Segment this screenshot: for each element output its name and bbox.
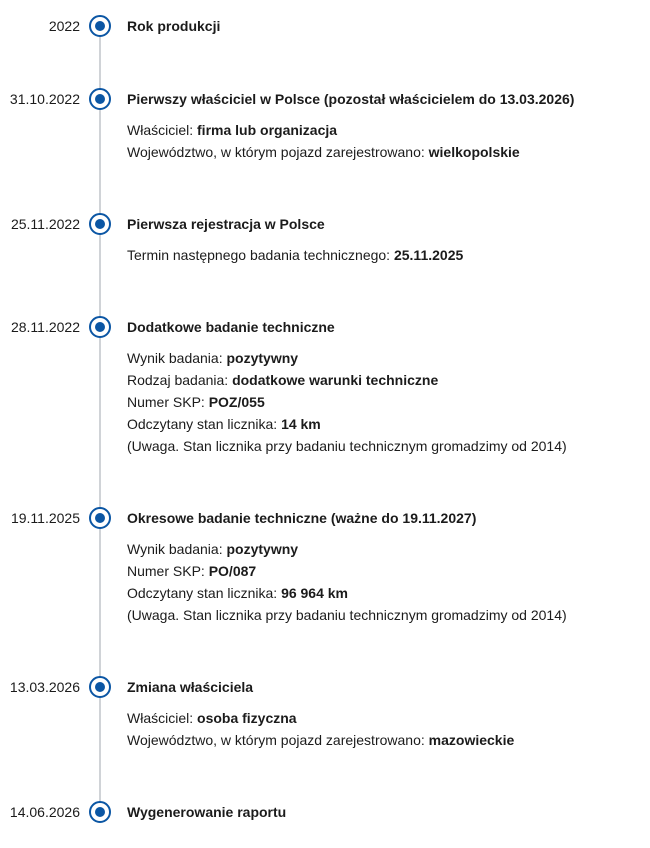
detail-label: Numer SKP: xyxy=(127,394,209,410)
event-date: 13.03.2026 xyxy=(9,679,80,695)
detail-result xyxy=(127,538,567,560)
event-title: Rok produkcji xyxy=(127,18,221,34)
detail-voivodeship xyxy=(127,729,514,751)
detail-label: (Uwaga. Stan licznika przy badaniu technicznym gromadzimy od 2014) xyxy=(127,607,567,623)
detail-result xyxy=(127,347,567,369)
event-title: Zmiana właściciela xyxy=(127,679,254,695)
timeline-dot-icon xyxy=(89,316,111,338)
detail-value: 96 964 km xyxy=(281,585,349,601)
detail-value: pozytywny xyxy=(226,541,299,557)
detail-inspection-type xyxy=(127,369,567,391)
detail-value: firma lub organizacja xyxy=(197,122,338,138)
detail-value: dodatkowe warunki techniczne xyxy=(232,372,439,388)
event-details xyxy=(127,707,514,751)
timeline-dot-icon xyxy=(89,88,111,110)
detail-label: Wynik badania: xyxy=(127,541,227,557)
detail-label: Województwo, w którym pojazd zarejestrowano: xyxy=(127,732,429,748)
detail-value: 25.11.2025 xyxy=(393,247,464,263)
detail-value: osoba fizyczna xyxy=(197,710,297,726)
detail-value: mazowieckie xyxy=(428,732,515,748)
event-title: Pierwsza rejestracja w Polsce xyxy=(127,216,325,232)
detail-value: PO/087 xyxy=(208,563,257,579)
timeline-dot-icon xyxy=(89,801,111,823)
detail-label: Właściciel: xyxy=(127,710,198,726)
detail-label: Rodzaj badania: xyxy=(127,372,233,388)
event-date: 28.11.2022 xyxy=(10,319,80,335)
event-details xyxy=(127,347,567,457)
detail-owner xyxy=(127,119,520,141)
event-details xyxy=(127,244,463,266)
detail-odometer xyxy=(127,582,567,604)
timeline-dot-icon xyxy=(89,15,111,37)
detail-label: Województwo, w którym pojazd zarejestrowano: xyxy=(127,144,429,160)
event-title: Wygenerowanie raportu xyxy=(127,804,287,820)
event-details xyxy=(127,538,567,626)
event-title: Pierwszy właściciel w Polsce (pozostał właścicielem do 13.03.2026) xyxy=(127,91,575,107)
event-date: 25.11.2022 xyxy=(10,216,80,232)
detail-skp-number xyxy=(127,391,567,413)
detail-value: 14 km xyxy=(281,416,321,432)
detail-voivodeship xyxy=(127,141,520,163)
detail-label: Właściciel: xyxy=(127,122,198,138)
timeline-dot-icon xyxy=(89,507,111,529)
detail-odometer-note xyxy=(127,435,567,457)
detail-odometer xyxy=(127,413,567,435)
event-date: 31.10.2022 xyxy=(9,91,80,107)
detail-owner xyxy=(127,707,514,729)
event-date: 14.06.2026 xyxy=(9,804,80,820)
detail-label: Termin następnego badania technicznego: xyxy=(127,247,394,263)
detail-value: pozytywny xyxy=(226,350,299,366)
event-date: 19.11.2025 xyxy=(10,510,80,526)
detail-odometer-note xyxy=(127,604,567,626)
detail-label: Odczytany stan licznika: xyxy=(127,585,282,601)
event-date: 2022 xyxy=(48,18,80,34)
detail-skp-number xyxy=(127,560,567,582)
detail-next-inspection xyxy=(127,244,463,266)
detail-value: POZ/055 xyxy=(208,394,265,410)
detail-value: wielkopolskie xyxy=(428,144,520,160)
event-title: Dodatkowe badanie techniczne xyxy=(127,319,335,335)
event-title: Okresowe badanie techniczne (ważne do 19.11.2027) xyxy=(127,510,477,526)
detail-label: (Uwaga. Stan licznika przy badaniu technicznym gromadzimy od 2014) xyxy=(127,438,567,454)
detail-label: Wynik badania: xyxy=(127,350,227,366)
event-details xyxy=(127,119,520,163)
detail-label: Odczytany stan licznika: xyxy=(127,416,282,432)
detail-label: Numer SKP: xyxy=(127,563,209,579)
timeline-dot-icon xyxy=(89,676,111,698)
timeline-dot-icon xyxy=(89,213,111,235)
